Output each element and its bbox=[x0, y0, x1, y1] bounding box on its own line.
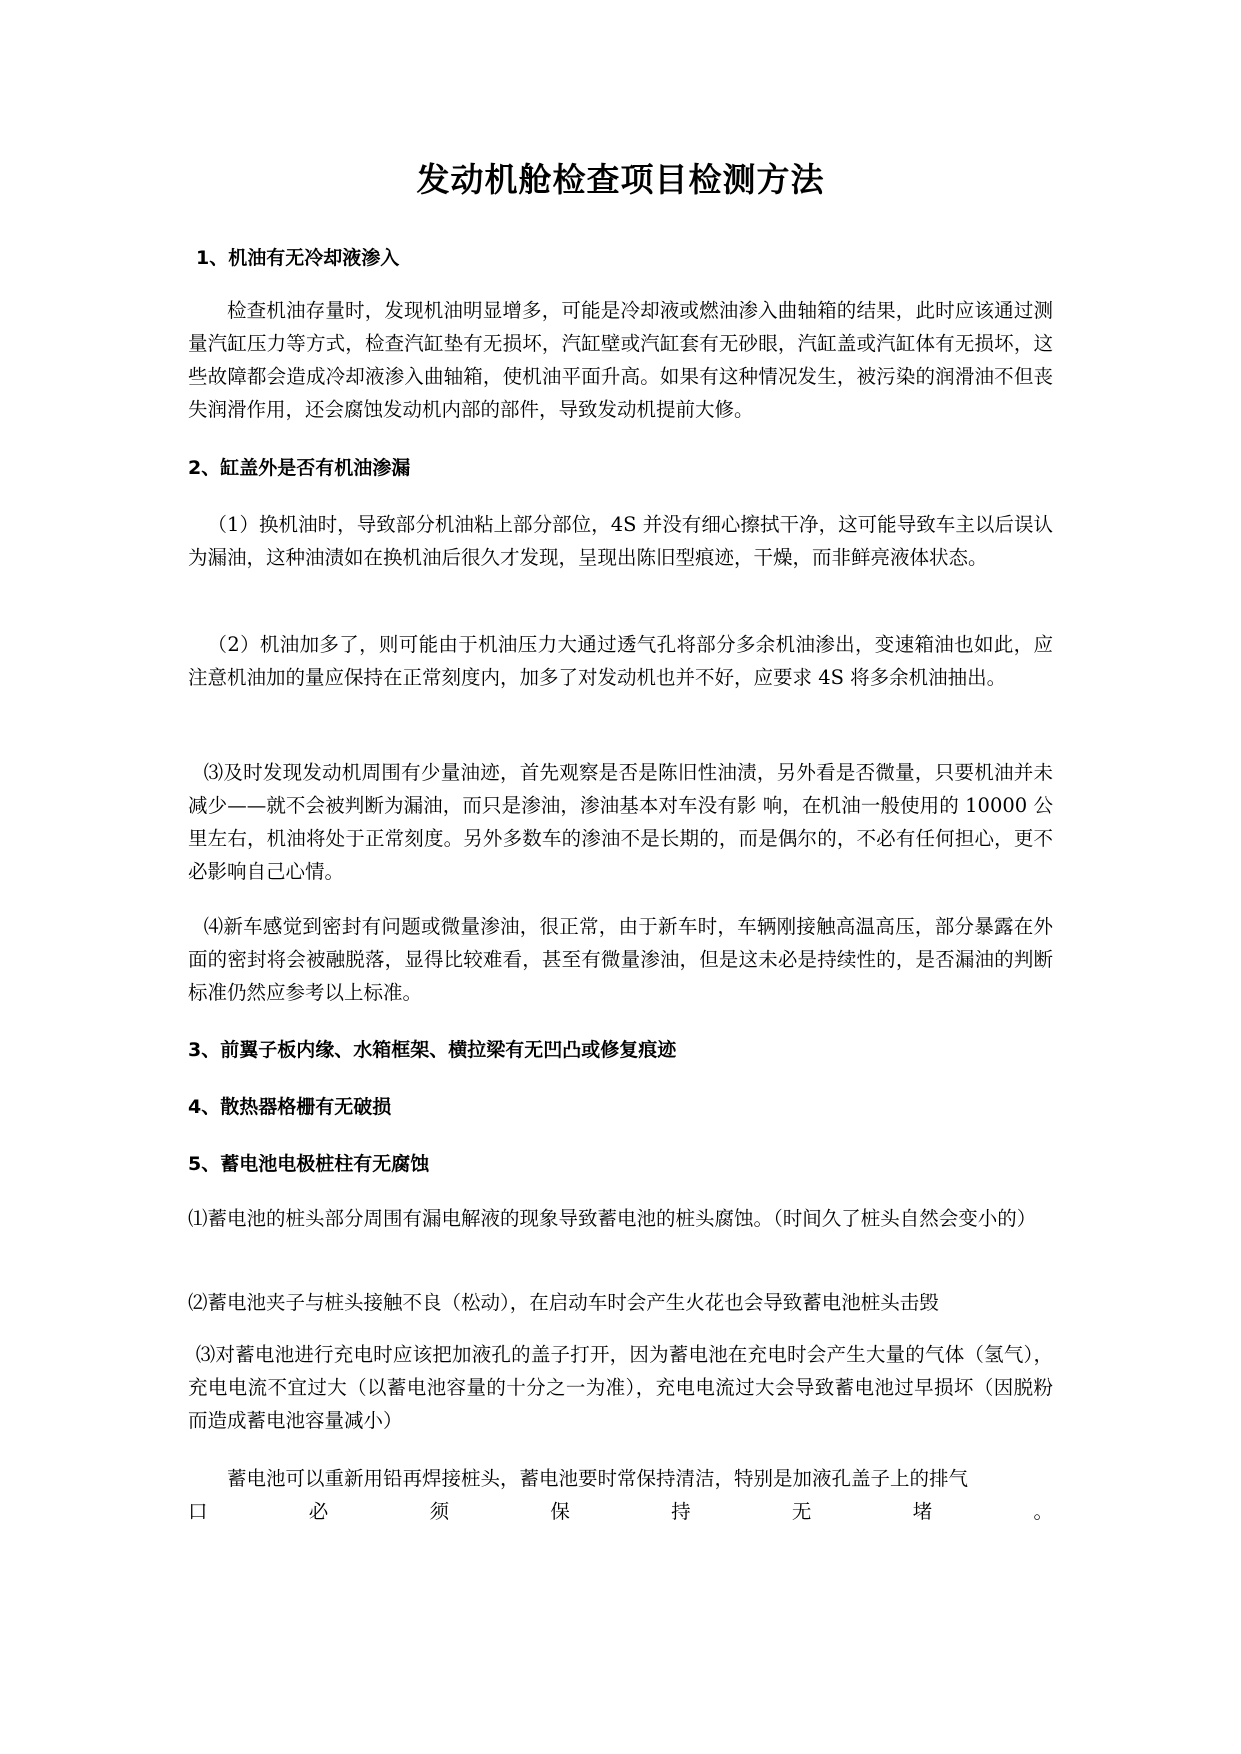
spread-char: 保 bbox=[550, 1500, 570, 1523]
document-title: 发动机舱检查项目检测方法 bbox=[416, 160, 825, 199]
section-5-paragraph-1: ⑴蓄电池的桩头部分周围有漏电解液的现象导致蓄电池的桩头腐蚀。（时间久了桩头自然会变小的） bbox=[188, 1207, 1037, 1230]
section-2-paragraph-1: （1）换机油时，导致部分机油粘上部分部位，4S 并没有细心擦拭干净，这可能导致车主以后误认为漏油，这种油渍如在换机油后很久才发现，呈现出陈旧型痕迹，干燥，而非鲜亮液体状态。 bbox=[188, 513, 1053, 569]
spread-char: 必 bbox=[308, 1500, 329, 1523]
section-5-paragraph-4 bbox=[188, 1462, 1053, 1495]
section-2-paragraph-3: ⑶及时发现发动机周围有少量油迹，首先观察是否是陈旧性油渍，另外看是否微量，只要机油并未减少——就不会被判断为漏油，而只是渗油，渗油基本对车没有影 响，在机油一般使用的 10000 公里左右，机油将处于正常刻度。另外多数车的渗油不是长期的，而是偶尔的，不必有任何担心，更不必影响自己心情。 bbox=[188, 761, 1053, 883]
spread-char: 。 bbox=[1033, 1500, 1053, 1523]
spread-char: 堵 bbox=[912, 1500, 933, 1523]
spread-char: 须 bbox=[429, 1500, 450, 1523]
spread-char: 无 bbox=[791, 1500, 812, 1523]
spread-char: 口 bbox=[188, 1500, 208, 1523]
section-2-heading: 2、缸盖外是否有机油渗漏 bbox=[188, 457, 411, 479]
section-5-paragraph-4-line-2 bbox=[188, 1495, 1053, 1528]
spread-char: 持 bbox=[671, 1500, 691, 1523]
section-1-paragraph: 检查机油存量时，发现机油明显增多，可能是冷却液或燃油渗入曲轴箱的结果，此时应该通过测量汽缸压力等方式，检查汽缸垫有无损坏，汽缸壁或汽缸套有无砂眼，汽缸盖或汽缸体有无损坏，这些故障都会造成冷却液渗入曲轴箱，使机油平面升高。如果有这种情况发生，被污染的润滑油不但丧失润滑作用，还会腐蚀发动机内部的部件，导致发动机提前大修。 bbox=[188, 299, 1053, 421]
section-4-heading: 4、散热器格栅有无破损 bbox=[188, 1096, 392, 1118]
section-5-paragraph-2: ⑵蓄电池夹子与桩头接触不良（松动），在启动车时会产生火花也会导致蓄电池桩头击毁 bbox=[188, 1291, 939, 1314]
section-5-paragraph-3: ⑶对蓄电池进行充电时应该把加液孔的盖子打开，因为蓄电池在充电时会产生大量的气体（氢气），充电电流不宜过大（以蓄电池容量的十分之一为准），充电电流过大会导致蓄电池过早损坏（因脱粉而造成蓄电池容量减小） bbox=[188, 1343, 1053, 1432]
section-2-paragraph-4: ⑷新车感觉到密封有问题或微量渗油，很正常，由于新车时，车辆刚接触高温高压，部分暴露在外面的密封将会被融脱落，显得比较难看，甚至有微量渗油，但是这未必是持续性的，是否漏油的判断标准仍然应参考以上标准。 bbox=[188, 915, 1053, 1004]
section-5-heading: 5、蓄电池电极桩柱有无腐蚀 bbox=[188, 1153, 430, 1175]
section-3-heading: 3、前翼子板内缘、水箱框架、横拉梁有无凹凸或修复痕迹 bbox=[188, 1039, 677, 1061]
section-2-paragraph-2: （2）机油加多了，则可能由于机油压力大通过透气孔将部分多余机油渗出，变速箱油也如此，应注意机油加的量应保持在正常刻度内，加多了对发动机也并不好，应要求 4S 将多余机油抽出。 bbox=[188, 633, 1053, 689]
section-5-paragraph-4-line-1: 蓄电池可以重新用铅再焊接桩头，蓄电池要时常保持清洁，特别是加液孔盖子上的排气 bbox=[227, 1467, 969, 1490]
section-1-heading: 1、机油有无冷却液渗入 bbox=[196, 247, 400, 269]
